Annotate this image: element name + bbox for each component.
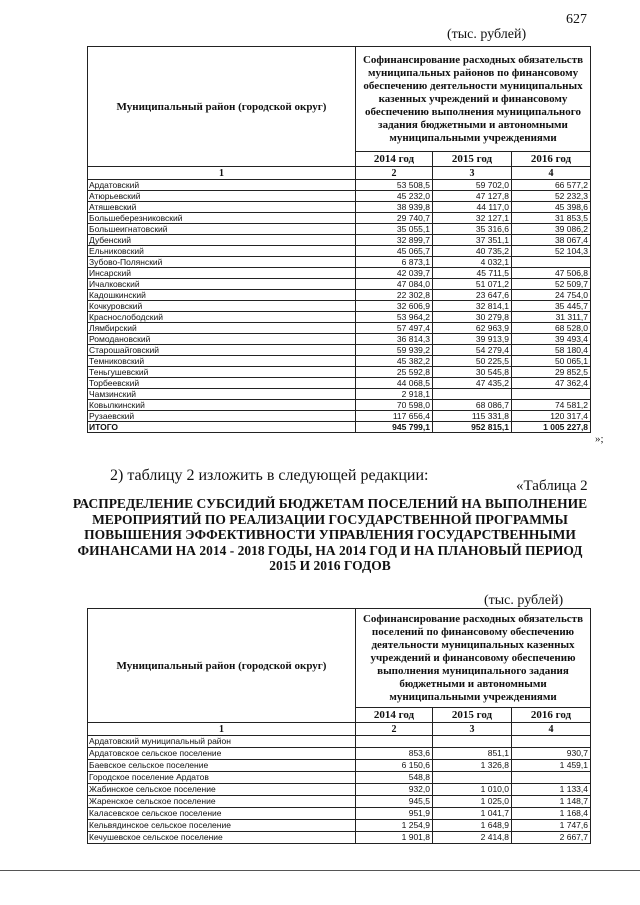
row-name: Ичалковский: [88, 279, 356, 290]
col-number: 3: [433, 723, 512, 736]
value-2014: 6 150,6: [356, 760, 433, 772]
value-2016: 930,7: [512, 748, 591, 760]
header-cofinancing: Софинансирование расходных обязательств поселений по финансовому обеспечению деятельности муниципальных казенных учреждений и финансовому обеспечению выполнения муниципального задания бюджетными и автономными муниципальными учреждениями: [356, 609, 591, 708]
col-number: 1: [88, 167, 356, 180]
table-row: [88, 246, 591, 257]
value-2015: 35 316,6: [433, 224, 512, 235]
value-2014: 32 606,9: [356, 301, 433, 312]
value-2014: 70 598,0: [356, 400, 433, 411]
col-number: 1: [88, 723, 356, 736]
value-2015: 1 010,0: [433, 784, 512, 796]
row-name: Ковылкинский: [88, 400, 356, 411]
value-2015: 39 913,9: [433, 334, 512, 345]
table-settlements: [87, 608, 591, 844]
value-2014: 6 873,1: [356, 257, 433, 268]
total-2016: 1 005 227,8: [512, 422, 591, 433]
value-2015: 2 414,8: [433, 832, 512, 844]
header-year-2015: 2015 год: [433, 708, 512, 723]
value-2015: 37 351,1: [433, 235, 512, 246]
unit-label-table2: (тыс. рублей): [484, 593, 564, 608]
row-name: Жаренское сельское поселение: [88, 796, 356, 808]
row-name: Краснослободский: [88, 312, 356, 323]
value-2014: 42 039,7: [356, 268, 433, 279]
value-2014: 38 939,8: [356, 202, 433, 213]
table-row: [88, 832, 591, 844]
value-2016: 39 086,2: [512, 224, 591, 235]
table-row: [88, 411, 591, 422]
value-2015: 30 279,8: [433, 312, 512, 323]
value-2014: 853,6: [356, 748, 433, 760]
value-2016: 66 577,2: [512, 180, 591, 191]
value-2015: 115 331,8: [433, 411, 512, 422]
value-2015: [433, 772, 512, 784]
table-row: [88, 213, 591, 224]
table-row: [88, 257, 591, 268]
col-number: 2: [356, 723, 433, 736]
value-2016: 52 509,7: [512, 279, 591, 290]
value-2015: 1 648,9: [433, 820, 512, 832]
row-name: Кельвядинское сельское поселение: [88, 820, 356, 832]
value-2014: 45 232,0: [356, 191, 433, 202]
amendment-paragraph: 2) таблицу 2 изложить в следующей редакции:: [110, 467, 429, 484]
table-row: [88, 389, 591, 400]
value-2016: 1 459,1: [512, 760, 591, 772]
row-name: Ардатовское сельское поселение: [88, 748, 356, 760]
value-2015: 44 117,0: [433, 202, 512, 213]
row-name: Лямбирский: [88, 323, 356, 334]
total-2014: 945 799,1: [356, 422, 433, 433]
value-2016: [512, 257, 591, 268]
row-name: Кочкуровский: [88, 301, 356, 312]
table-row: [88, 191, 591, 202]
value-2015: 30 545,8: [433, 367, 512, 378]
table-row: [88, 400, 591, 411]
table-row: [88, 224, 591, 235]
header-year-2016: 2016 год: [512, 152, 591, 167]
value-2015: 54 279,4: [433, 345, 512, 356]
header-year-2016: 2016 год: [512, 708, 591, 723]
value-2014: 53 508,5: [356, 180, 433, 191]
value-2016: 1 148,7: [512, 796, 591, 808]
value-2016: 50 065,1: [512, 356, 591, 367]
row-name: Городское поселение Ардатов: [88, 772, 356, 784]
value-2016: 52 104,3: [512, 246, 591, 257]
value-2014: 47 084,0: [356, 279, 433, 290]
value-2015: 32 814,1: [433, 301, 512, 312]
row-name: Атяшевский: [88, 202, 356, 213]
value-2014: 2 918,1: [356, 389, 433, 400]
value-2015: 40 735,2: [433, 246, 512, 257]
value-2016: 47 506,8: [512, 268, 591, 279]
total-label: ИТОГО: [88, 422, 356, 433]
total-2015: 952 815,1: [433, 422, 512, 433]
table-row: [88, 235, 591, 246]
row-name: Каласевское сельское поселение: [88, 808, 356, 820]
value-2015: 851,1: [433, 748, 512, 760]
table-row: [88, 378, 591, 389]
row-name: Темниковский: [88, 356, 356, 367]
row-name: Дубенский: [88, 235, 356, 246]
row-name: Ельниковский: [88, 246, 356, 257]
row-name: Ромодановский: [88, 334, 356, 345]
row-name: Большеберезниковский: [88, 213, 356, 224]
value-2014: 945,5: [356, 796, 433, 808]
table-reference: «Таблица 2: [516, 478, 588, 494]
value-2016: 31 311,7: [512, 312, 591, 323]
table-row: [88, 808, 591, 820]
value-2014: 45 065,7: [356, 246, 433, 257]
value-2016: 29 852,5: [512, 367, 591, 378]
table-row: [88, 268, 591, 279]
table-row: [88, 760, 591, 772]
table-row: [88, 820, 591, 832]
table-row: [88, 290, 591, 301]
table1-closing-mark: »;: [595, 433, 604, 445]
row-name: Кадошкинский: [88, 290, 356, 301]
value-2015: 68 086,7: [433, 400, 512, 411]
value-2016: 74 581,2: [512, 400, 591, 411]
row-name: Ардатовский: [88, 180, 356, 191]
value-2016: 35 445,7: [512, 301, 591, 312]
row-name: Кечушевское сельское поселение: [88, 832, 356, 844]
value-2015: 50 225,5: [433, 356, 512, 367]
value-2015: 62 963,9: [433, 323, 512, 334]
value-2016: [512, 772, 591, 784]
col-number: 2: [356, 167, 433, 180]
value-2016: 45 398,6: [512, 202, 591, 213]
row-name: Зубово-Полянский: [88, 257, 356, 268]
header-year-2015: 2015 год: [433, 152, 512, 167]
row-name: Торбеевский: [88, 378, 356, 389]
value-2015: 4 032,1: [433, 257, 512, 268]
page-number: 627: [566, 12, 587, 27]
value-2014: 548,8: [356, 772, 433, 784]
value-2014: 1 901,8: [356, 832, 433, 844]
value-2015: [433, 389, 512, 400]
row-name: Теньгушевский: [88, 367, 356, 378]
row-name: Старошайговский: [88, 345, 356, 356]
table-row: [88, 356, 591, 367]
header-cofinancing: Софинансирование расходных обязательств муниципальных районов по финансовому обеспечению деятельности муниципальных казенных учреждений и финансовому обеспечению выполнения муниципального задания бюджетными и автономными муниципальными учреждениями: [356, 47, 591, 152]
table-row: [88, 772, 591, 784]
value-2016: 38 067,4: [512, 235, 591, 246]
value-2014: 1 254,9: [356, 820, 433, 832]
value-2016: 2 667,7: [512, 832, 591, 844]
header-year-2014: 2014 год: [356, 708, 433, 723]
table-row: [88, 180, 591, 191]
empty-cell: [512, 736, 591, 748]
section-title: Ардатовский муниципальный район: [88, 736, 356, 748]
value-2014: 35 055,1: [356, 224, 433, 235]
value-2016: 47 362,4: [512, 378, 591, 389]
value-2016: 58 180,4: [512, 345, 591, 356]
value-2016: 120 317,4: [512, 411, 591, 422]
value-2014: 44 068,5: [356, 378, 433, 389]
value-2015: 47 127,8: [433, 191, 512, 202]
col-number: 4: [512, 723, 591, 736]
header-year-2014: 2014 год: [356, 152, 433, 167]
header-district: Муниципальный район (городской округ): [88, 609, 356, 723]
value-2015: 59 702,0: [433, 180, 512, 191]
value-2014: 951,9: [356, 808, 433, 820]
value-2016: 68 528,0: [512, 323, 591, 334]
value-2014: 57 497,4: [356, 323, 433, 334]
value-2014: 117 656,4: [356, 411, 433, 422]
table-row: [88, 279, 591, 290]
table-row: [88, 796, 591, 808]
value-2014: 22 302,8: [356, 290, 433, 301]
value-2016: 31 853,5: [512, 213, 591, 224]
row-name: Рузаевский: [88, 411, 356, 422]
row-name: Инсарский: [88, 268, 356, 279]
empty-cell: [433, 736, 512, 748]
col-number: 4: [512, 167, 591, 180]
value-2015: 23 647,6: [433, 290, 512, 301]
empty-cell: [356, 736, 433, 748]
table-row: [88, 301, 591, 312]
document-heading: РАСПРЕДЕЛЕНИЕ СУБСИДИЙ БЮДЖЕТАМ ПОСЕЛЕНИЙ НА ВЫПОЛНЕНИЕ МЕРОПРИЯТИЙ ПО РЕАЛИЗАЦИИ ГОСУДАРСТВЕННОЙ ПРОГРАММЫ ПОВЫШЕНИЯ ЭФФЕКТИВНОСТИ УПРАВЛЕНИЯ ГОСУДАРСТВЕННЫМИ ФИНАНСАМИ НА 2014 - 2018 ГОДЫ, НА 2014 ГОД И НА ПЛАНОВЫЙ ПЕРИОД 2015 И 2016 ГОДОВ: [72, 496, 588, 573]
value-2015: 1 041,7: [433, 808, 512, 820]
table-row: [88, 784, 591, 796]
col-number: 3: [433, 167, 512, 180]
table-row: [88, 323, 591, 334]
value-2016: [512, 389, 591, 400]
value-2016: 52 232,3: [512, 191, 591, 202]
value-2015: 51 071,2: [433, 279, 512, 290]
value-2016: 1 747,6: [512, 820, 591, 832]
value-2015: 1 326,8: [433, 760, 512, 772]
row-name: Атюрьевский: [88, 191, 356, 202]
value-2014: 36 814,3: [356, 334, 433, 345]
value-2014: 25 592,8: [356, 367, 433, 378]
value-2014: 32 899,7: [356, 235, 433, 246]
value-2014: 53 964,2: [356, 312, 433, 323]
page-bottom-rule: [0, 870, 640, 871]
value-2015: 47 435,2: [433, 378, 512, 389]
row-name: Баевское сельское поселение: [88, 760, 356, 772]
value-2016: 1 168,4: [512, 808, 591, 820]
unit-label-table1: (тыс. рублей): [447, 27, 527, 42]
table-row: [88, 334, 591, 345]
value-2015: 1 025,0: [433, 796, 512, 808]
table-row: [88, 312, 591, 323]
row-name: Чамзинский: [88, 389, 356, 400]
table-row: [88, 202, 591, 213]
value-2014: 29 740,7: [356, 213, 433, 224]
header-district: Муниципальный район (городской округ): [88, 47, 356, 167]
table-row: [88, 367, 591, 378]
table-municipal-districts: [87, 46, 591, 433]
row-name: Жабинское сельское поселение: [88, 784, 356, 796]
table-row: [88, 748, 591, 760]
table-row: [88, 345, 591, 356]
value-2014: 932,0: [356, 784, 433, 796]
value-2015: 45 711,5: [433, 268, 512, 279]
value-2014: 45 382,2: [356, 356, 433, 367]
value-2016: 24 754,0: [512, 290, 591, 301]
row-name: Большеигнатовский: [88, 224, 356, 235]
value-2016: 1 133,4: [512, 784, 591, 796]
value-2014: 59 939,2: [356, 345, 433, 356]
value-2016: 39 493,4: [512, 334, 591, 345]
value-2015: 32 127,1: [433, 213, 512, 224]
